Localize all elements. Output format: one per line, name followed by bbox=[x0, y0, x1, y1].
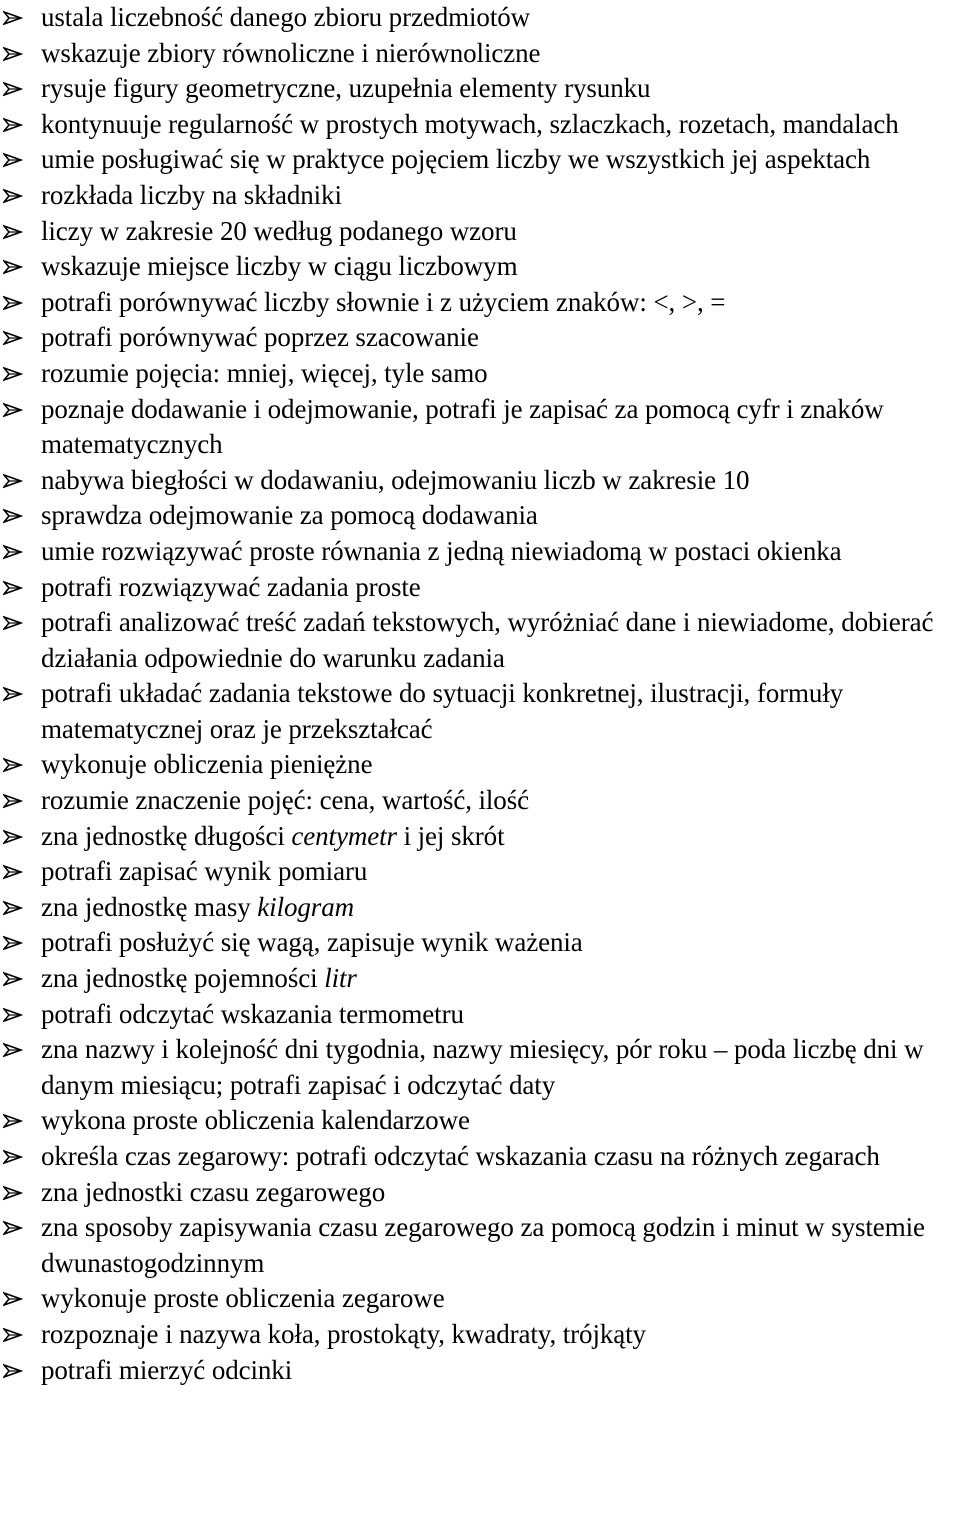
list-item bbox=[0, 854, 960, 890]
list-item bbox=[0, 498, 960, 534]
arrowhead-bullet-icon bbox=[3, 188, 23, 204]
list-item-text: potrafi posłużyć się wagą, zapisuje wynik ważenia bbox=[41, 927, 583, 958]
list-item-text: kontynuuje regularność w prostych motywach, szlaczkach, rozetach, mandalach bbox=[41, 108, 899, 139]
list-item-text: potrafi analizować treść zadań tekstowych, wyróżniać dane i niewiadome, dobierać działania odpowiednie do warunku zadania bbox=[41, 607, 934, 673]
list-item bbox=[0, 249, 960, 285]
list-item-text: zna sposoby zapisywania czasu zegarowego za pomocą godzin i minut w systemie dwunastogodzinnym bbox=[41, 1212, 925, 1278]
list-item bbox=[0, 0, 960, 36]
list-item-text: rozpoznaje i nazywa koła, prostokąty, kwadraty, trójkąty bbox=[41, 1318, 646, 1349]
arrowhead-bullet-icon bbox=[3, 224, 23, 240]
list-item-text: potrafi rozwiązywać zadania proste bbox=[41, 571, 421, 602]
arrowhead-bullet-icon bbox=[3, 829, 23, 845]
arrowhead-bullet-icon bbox=[3, 935, 23, 951]
list-item bbox=[0, 178, 960, 214]
arrowhead-bullet-icon bbox=[3, 330, 23, 346]
list-item bbox=[0, 605, 960, 676]
arrowhead-bullet-icon bbox=[3, 1042, 23, 1058]
list-item bbox=[0, 1353, 960, 1389]
list-item bbox=[0, 676, 960, 747]
list-item-text: rozumie pojęcia: mniej, więcej, tyle samo bbox=[41, 357, 488, 388]
list-item-text: umie rozwiązywać proste równania z jedną niewiadomą w postaci okienka bbox=[41, 535, 842, 566]
list-item bbox=[0, 36, 960, 72]
list-item bbox=[0, 961, 960, 997]
arrowhead-bullet-icon bbox=[3, 1185, 23, 1201]
list-item-text: potrafi porównywać poprzez szacowanie bbox=[41, 322, 479, 353]
list-item-text: potrafi zapisać wynik pomiaru bbox=[41, 856, 368, 887]
list-item bbox=[0, 1175, 960, 1211]
list-item-text: określa czas zegarowy: potrafi odczytać wskazania czasu na różnych zegarach bbox=[41, 1141, 880, 1171]
arrowhead-bullet-icon bbox=[3, 793, 23, 809]
arrowhead-bullet-icon bbox=[3, 46, 23, 62]
list-item bbox=[0, 107, 960, 143]
list-item bbox=[0, 142, 960, 178]
arrowhead-bullet-icon bbox=[3, 473, 23, 489]
list-item bbox=[0, 925, 960, 961]
list-item bbox=[0, 819, 960, 855]
arrowhead-bullet-icon bbox=[3, 1149, 23, 1165]
arrowhead-bullet-icon bbox=[3, 10, 23, 26]
list-item bbox=[0, 783, 960, 819]
list-item-text: zna jednostkę pojemności bbox=[41, 963, 325, 994]
list-item bbox=[0, 1032, 960, 1103]
list-item bbox=[0, 1281, 960, 1317]
list-item bbox=[0, 1103, 960, 1139]
list-item-text: umie posługiwać się w praktyce pojęciem liczby we wszystkich jej aspektach bbox=[41, 144, 871, 175]
list-item-text: zna jednostkę długości bbox=[41, 820, 292, 851]
arrowhead-bullet-icon bbox=[3, 757, 23, 773]
arrowhead-bullet-icon bbox=[3, 81, 23, 97]
list-item-text: zna jednostkę masy bbox=[41, 891, 258, 922]
list-item-text: wykonuje obliczenia pieniężne bbox=[41, 749, 373, 780]
list-item bbox=[0, 285, 960, 321]
list-item bbox=[0, 214, 960, 250]
arrowhead-bullet-icon bbox=[3, 686, 23, 702]
list-item bbox=[0, 71, 960, 107]
list-item-text: potrafi mierzyć odcinki bbox=[41, 1354, 293, 1385]
list-item-text: rozumie znaczenie pojęć: cena, wartość, ilość bbox=[41, 785, 529, 816]
arrowhead-bullet-icon bbox=[3, 1363, 23, 1379]
list-item bbox=[0, 890, 960, 926]
arrowhead-bullet-icon bbox=[3, 864, 23, 880]
list-item-text: wskazuje miejsce liczby w ciągu liczbowym bbox=[41, 251, 518, 282]
arrowhead-bullet-icon bbox=[3, 900, 23, 916]
list-item bbox=[0, 1139, 960, 1175]
list-item bbox=[0, 320, 960, 356]
list-item-text-tail: i jej skrót bbox=[396, 820, 505, 851]
list-item bbox=[0, 997, 960, 1033]
list-item-emphasis: kilogram bbox=[257, 891, 354, 922]
list-item-text: rozkłada liczby na składniki bbox=[41, 179, 342, 210]
list-item bbox=[0, 570, 960, 606]
list-item-text: poznaje dodawanie i odejmowanie, potrafi je zapisać za pomocą cyfr i znaków matematycznych bbox=[41, 393, 884, 460]
list-item-text: zna jednostki czasu zegarowego bbox=[41, 1176, 386, 1207]
list-item bbox=[0, 534, 960, 570]
list-item-text: wskazuje zbiory równoliczne i nierównoliczne bbox=[41, 37, 541, 68]
list-item-emphasis: centymetr bbox=[291, 820, 397, 851]
list-item-text: wykona proste obliczenia kalendarzowe bbox=[41, 1105, 470, 1136]
arrowhead-bullet-icon bbox=[3, 1327, 23, 1343]
list-item-text: liczy w zakresie 20 według podanego wzoru bbox=[41, 215, 517, 246]
list-item-text: ustala liczebność danego zbioru przedmiotów bbox=[41, 2, 531, 32]
arrowhead-bullet-icon bbox=[3, 259, 23, 275]
list-item-text: potrafi porównywać liczby słownie i z użyciem znaków: <, >, = bbox=[41, 286, 726, 317]
list-item bbox=[0, 1317, 960, 1353]
list-item bbox=[0, 356, 960, 392]
arrowhead-bullet-icon bbox=[3, 544, 23, 560]
arrowhead-bullet-icon bbox=[3, 1007, 23, 1023]
arrowhead-bullet-icon bbox=[3, 402, 23, 418]
arrowhead-bullet-icon bbox=[3, 1220, 23, 1236]
arrowhead-bullet-icon bbox=[3, 508, 23, 524]
list-item bbox=[0, 463, 960, 499]
list-item-text: rysuje figury geometryczne, uzupełnia elementy rysunku bbox=[41, 73, 651, 104]
arrowhead-bullet-icon bbox=[3, 1291, 23, 1307]
arrowhead-bullet-icon bbox=[3, 152, 23, 168]
list-item-text: potrafi układać zadania tekstowe do sytuacji konkretnej, ilustracji, formuły matematycznej oraz je przekształcać bbox=[41, 678, 844, 744]
arrowhead-bullet-icon bbox=[3, 971, 23, 987]
list-item-emphasis: litr bbox=[324, 963, 357, 994]
list-item-text: wykonuje proste obliczenia zegarowe bbox=[41, 1283, 445, 1314]
list-item bbox=[0, 1210, 960, 1281]
list-item bbox=[0, 392, 960, 463]
arrowhead-bullet-icon bbox=[3, 1113, 23, 1129]
arrowhead-bullet-icon bbox=[3, 615, 23, 631]
list-item-text: potrafi odczytać wskazania termometru bbox=[41, 998, 464, 1029]
arrowhead-bullet-icon bbox=[3, 366, 23, 382]
list-item-text: zna nazwy i kolejność dni tygodnia, nazwy miesięcy, pór roku – poda liczbę dni w danym miesiącu; potrafi zapisać i odczytać daty bbox=[41, 1034, 924, 1100]
arrowhead-bullet-icon bbox=[3, 295, 23, 311]
list-item bbox=[0, 747, 960, 783]
arrowhead-bullet-icon bbox=[3, 117, 23, 133]
arrowhead-bullet-icon bbox=[3, 580, 23, 596]
list-item-text: nabywa biegłości w dodawaniu, odejmowaniu liczb w zakresie 10 bbox=[41, 464, 750, 495]
list-item-text: sprawdza odejmowanie za pomocą dodawania bbox=[41, 500, 538, 531]
